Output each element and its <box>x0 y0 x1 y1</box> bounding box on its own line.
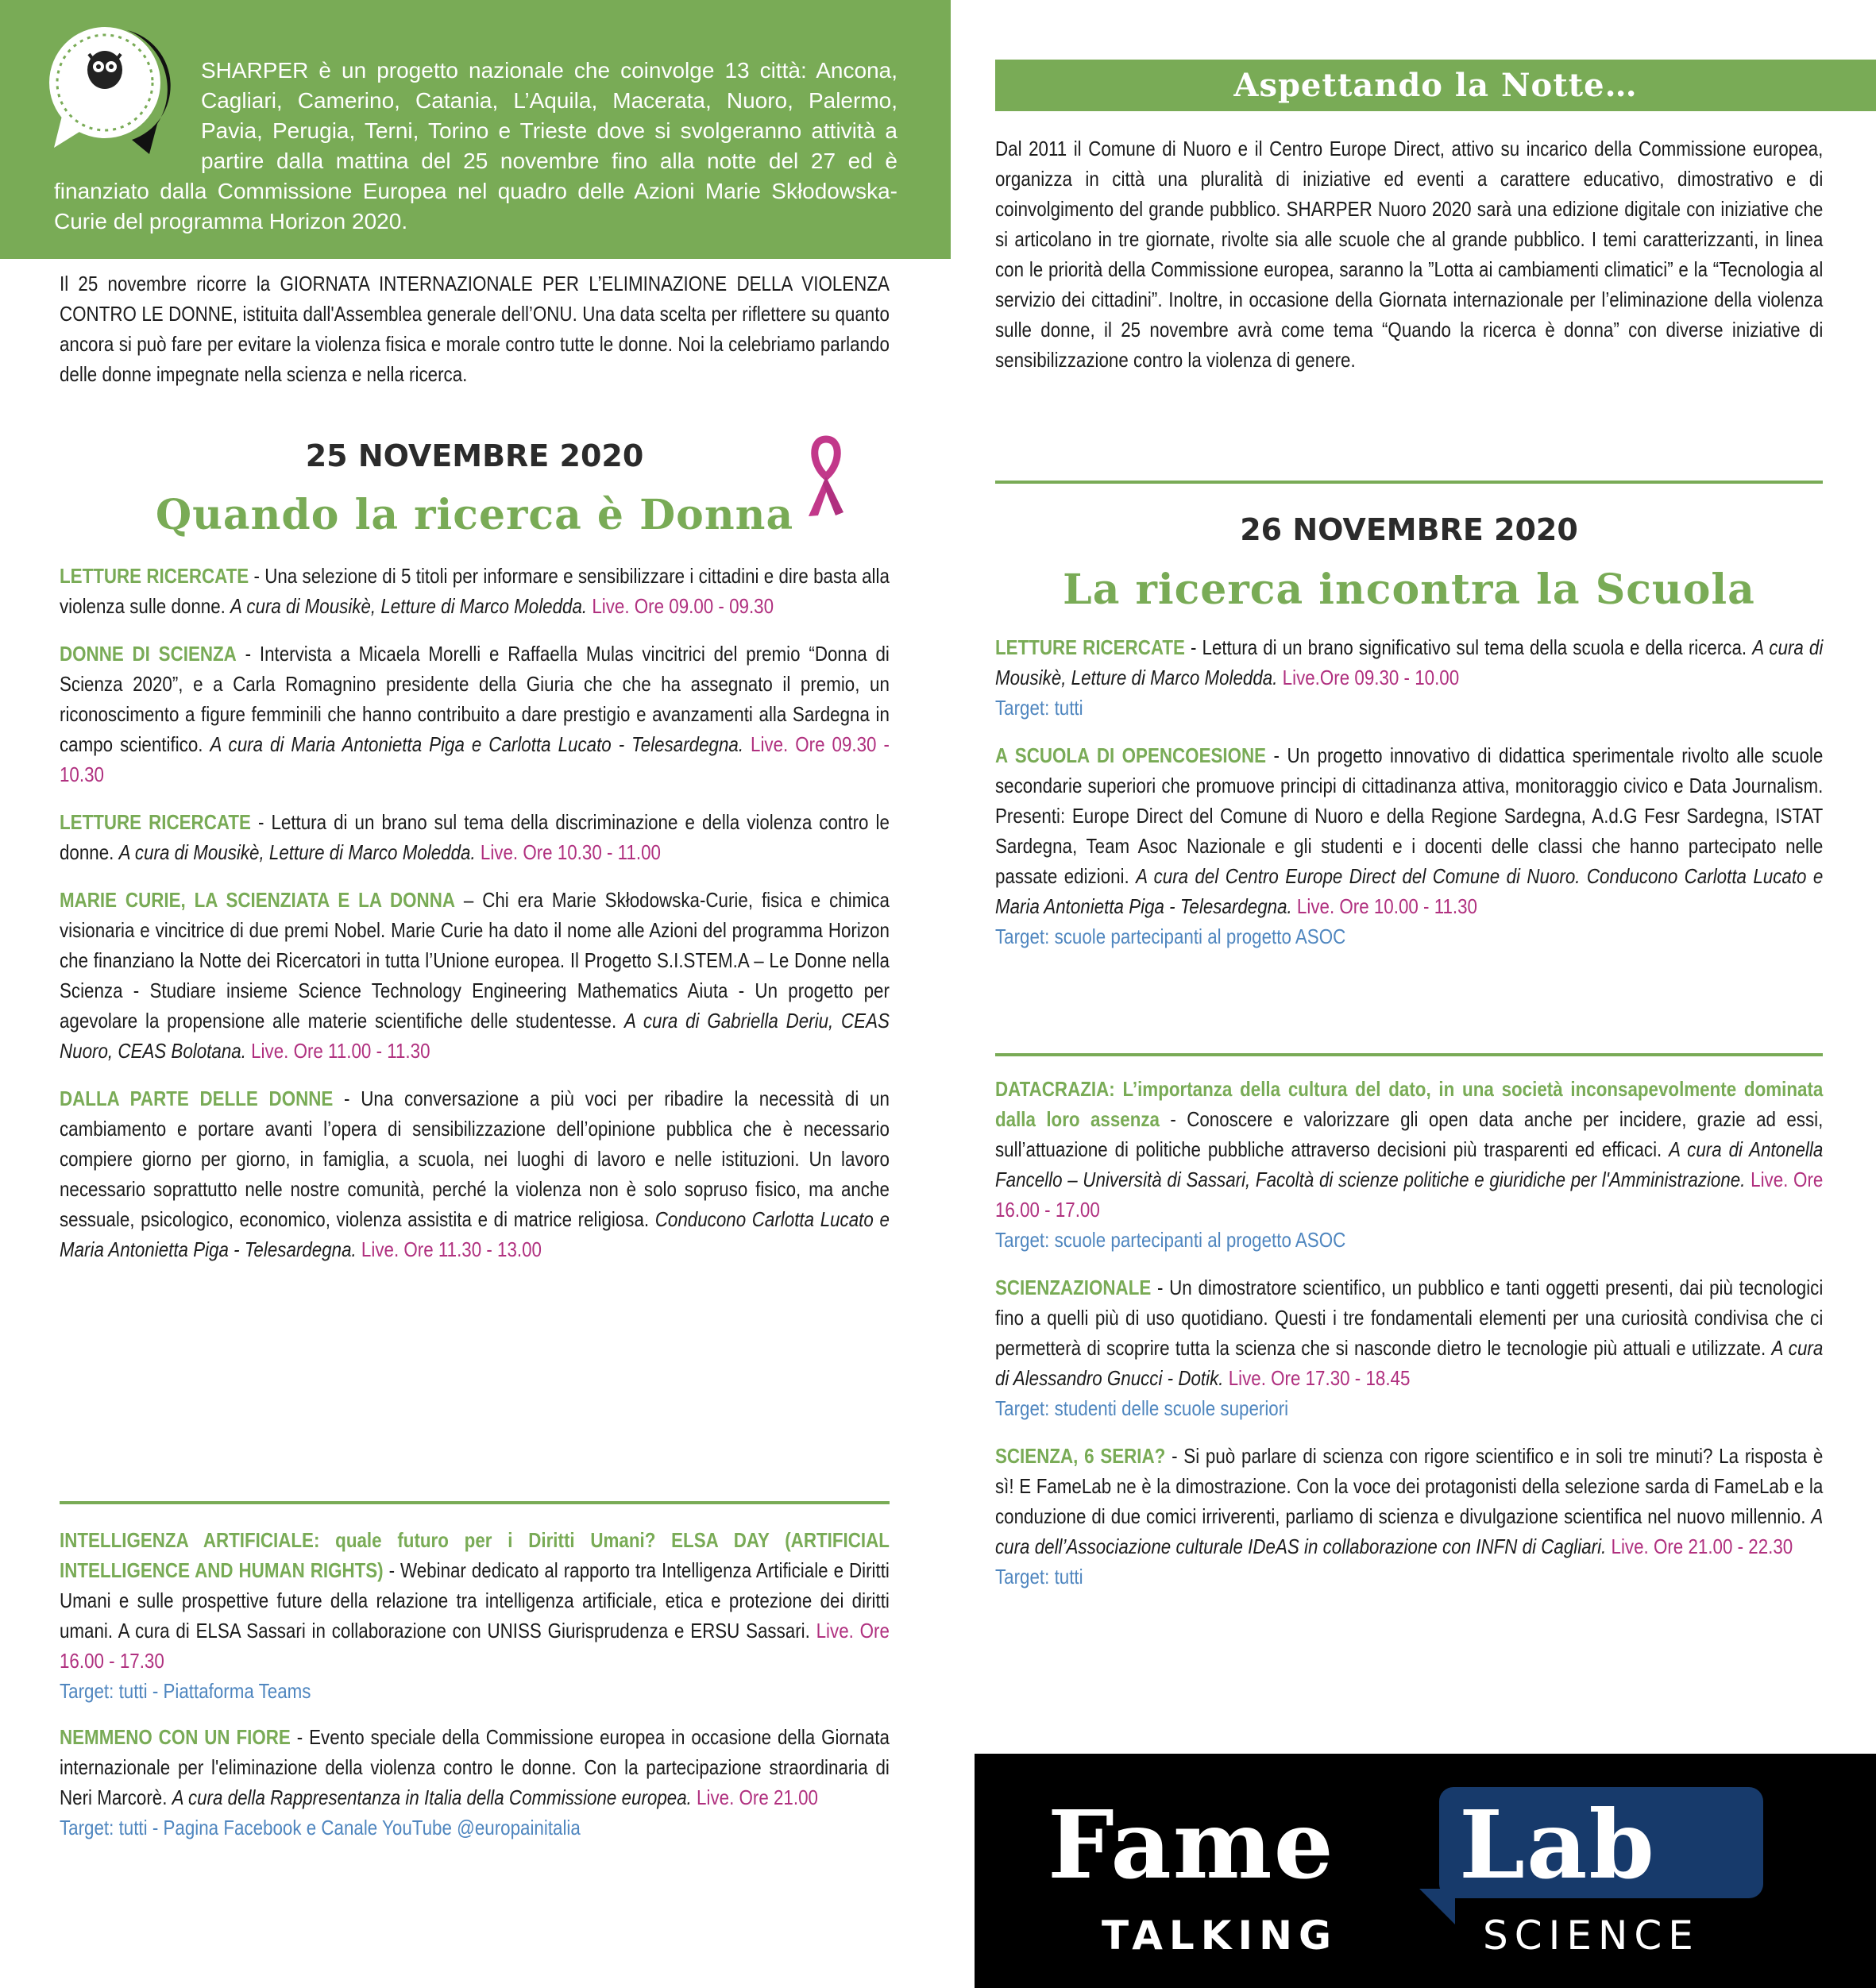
item-credit: A cura di Mousikè, Letture di Marco Moledda. <box>230 594 588 618</box>
list-item <box>995 1441 1823 1592</box>
item-keyword: LETTURE RICERCATE <box>60 810 251 834</box>
item-live-time: Live. Ore 09.00 - 09.30 <box>587 594 774 618</box>
item-keyword: DONNE DI SCIENZA <box>60 642 237 666</box>
famelab-speech-tail-icon <box>1419 1889 1455 1924</box>
item-live-time: Live.Ore 09.30 - 10.00 <box>1277 666 1460 689</box>
item-keyword: INTELLIGENZA ARTIFICIALE: quale futuro per i Diritti Umani? ELSA DAY (ARTIFICIAL INTELLIGENCE AND HUMAN RIGHTS) <box>60 1528 890 1582</box>
item-target: Target: scuole partecipanti al progetto ASOC <box>995 1228 1346 1252</box>
item-text: - Intervista a Micaela Morelli e Raffaella Mulas vincitrici del premio “Donna di Scienza 2020”, e a Carla Romagnino presidente della Giuria che che ha assegnato il premio, un riconoscimento a figure femminili che hanno contribuito a dare prestigio e avanzamenti alla Sardegna in campo scientifico. <box>60 642 890 756</box>
item-keyword: SCIENZAZIONALE <box>995 1276 1152 1299</box>
list-item <box>60 885 890 1066</box>
item-keyword: LETTURE RICERCATE <box>995 635 1185 659</box>
list-item <box>60 807 890 867</box>
item-target: Target: tutti <box>995 1565 1083 1588</box>
list-item <box>60 561 890 621</box>
list-item <box>60 1722 890 1843</box>
list-item <box>60 1083 890 1264</box>
logo-spacer <box>54 56 201 176</box>
item-live-time: Live. Ore 21.00 - 22.30 <box>1606 1534 1793 1558</box>
divider <box>995 481 1823 484</box>
item-target: Target: tutti - Pagina Facebook e Canale YouTube @europainitalia <box>60 1816 581 1839</box>
right-banner-title: Aspettando la Notte… <box>1233 67 1638 104</box>
item-text: - Webinar dedicato al rapporto tra Intelligenza Artificiale e Diritti Umani e sulle prospettive future della relazione tra intelligenza artificiale, etica e protezione dei diritti umani. A cura di ELSA Sassari in collaborazione con UNISS Giurisprudenza e ERSU Sassari. <box>60 1558 890 1643</box>
item-credit: A cura del Centro Europe Direct del Comune di Nuoro. Conducono Carlotta Lucato e Maria Antonietta Piga - Telesardegna. <box>995 864 1824 918</box>
item-credit: A cura di Maria Antonietta Piga e Carlotta Lucato - Telesardegna. <box>210 732 744 756</box>
item-target: Target: scuole partecipanti al progetto ASOC <box>995 925 1346 948</box>
famelab-science-text: SCIENCE <box>1483 1913 1700 1959</box>
divider <box>60 1501 890 1504</box>
item-text: - Un dimostratore scientifico, un pubblico e tanti oggetti presenti, dai più tecnologici fino a quelli più di uso quotidiano. Questi i tre fondamentali elementi per una curiosità condivisa che ci permetterà di scoprire tutta la scienza che si nasconde dietro le tecnologie più attuali e utilizzate. <box>995 1276 1824 1360</box>
item-credit: A cura di Antonella Fancello – Università di Sassari, Facoltà di scienze politiche e giuridiche per l'Amministrazione. <box>995 1137 1824 1191</box>
date-heading-26: 26 NOVEMBRE 2020 <box>1240 512 1578 547</box>
item-live-time: Live. Ore 16.00 - 17.00 <box>995 1168 1824 1222</box>
intro-banner-text <box>54 56 897 237</box>
item-live-time: Live. Ore 11.00 - 11.30 <box>245 1039 430 1063</box>
right-intro-section <box>995 133 1823 375</box>
list-item <box>995 1272 1823 1423</box>
item-credit: A cura della Rappresentanza in Italia della Commissione europea. <box>172 1785 692 1809</box>
famelab-logo <box>975 1754 1876 1988</box>
pink-ribbon-icon <box>802 433 850 524</box>
right-banner <box>995 60 1876 111</box>
item-keyword: DATACRAZIA: L’importanza della cultura del dato, in una società inconsapevolmente dominata dalla loro assenza <box>995 1077 1824 1131</box>
left-items-group-1 <box>60 561 890 1264</box>
item-text: - Una conversazione a più voci per ribadire la necessità di un cambiamento e portare avanti l’opera di sensibilizzazione dell’opinione pubblica che è necessario compiere giorno per giorno, in famiglia, a scuola, nei luoghi di lavoro e nelle istituzioni. Un lavoro necessario soprattutto nelle nostre comunità, perché la violenza non è solo sopruso fisico, ma anche sessuale, psicologico, economico, violenza assistita e di matrice religiosa. <box>60 1087 890 1231</box>
item-text: – Chi era Marie Skłodowska-Curie, fisica e chimica visionaria e vincitrice di due premi Nobel. Marie Curie ha dato il nome alle Azioni del programma Horizon che finanziano la Notte dei Ricercatori in tutta l’Unione europea. Il Progetto S.I.STEM.A – Le Donne nella Scienza - Studiare insieme Science Technology Engineering Mathematics Aiuta - Un progetto per agevolare la propensione alle materie scientifiche delle studentesse. <box>60 888 890 1033</box>
item-credit: A cura di Mousikè, Letture di Marco Moledda. <box>995 635 1824 689</box>
title-26: La ricerca incontra la Scuola <box>1063 566 1755 614</box>
intro-banner-paragraph: SHARPER è un progetto nazionale che coinvolge 13 città: Ancona, Cagliari, Camerino, Catania, L’Aquila, Macerata, Nuoro, Palermo, Pavia, Perugia, Terni, Torino e Trieste dove si svolgeranno attività a partire dalla mattina del 25 novembre fino alla notte del 27 ed è finanziato dalla Commissione Europea nel quadro delle Azioni Marie Skłodowska-Curie del programma Horizon 2020. <box>54 58 897 234</box>
item-live-time: Live. Ore 16.00 - 17.30 <box>60 1619 890 1673</box>
item-text: - Una selezione di 5 titoli per informare e sensibilizzare i cittadini e dire basta alla violenza sulle donne. <box>60 564 890 618</box>
item-live-time: Live. Ore 09.30 - 10.30 <box>60 732 890 786</box>
item-text: - Lettura di un brano sul tema della discriminazione e della violenza contro le donne. <box>60 810 890 864</box>
item-text: - Un progetto innovativo di didattica sperimentale rivolto alle scuole secondarie superiori che promuove principi di cittadinanza attiva, monitoraggio civico e Data Journalism. Presenti: Europe Direct del Comune di Nuoro e della Regione Sardegna, A.d.G Fesr Sardegna, ISTAT Sardegna, Team Asoc Nazionale e gli studenti e i docenti delle classi che hanno partecipato nelle passate edizioni. <box>995 743 1824 888</box>
item-credit: A cura di Gabriella Deriu, CEAS Nuoro, CEAS Bolotana. <box>60 1009 890 1063</box>
item-credit: A cura dell’Associazione culturale IDeAS in collaborazione con INFN di Cagliari. <box>995 1504 1824 1558</box>
title-25: Quando la ricerca è Donna <box>155 491 794 539</box>
item-keyword: A SCUOLA DI OPENCOESIONE <box>995 743 1267 767</box>
item-credit: A cura di Mousikè, Letture di Marco Moledda. <box>118 840 476 864</box>
left-intro-section <box>60 268 890 389</box>
list-item <box>995 1074 1823 1255</box>
item-text: - Evento speciale della Commissione europea in occasione della Giornata internazionale per l'eliminazione della violenza contro le donne. Con la partecipazione straordinaria di Neri Marcorè. <box>60 1725 890 1809</box>
item-keyword: DALLA PARTE DELLE DONNE <box>60 1087 334 1110</box>
item-text: - Lettura di un brano significativo sul tema della scuola e della ricerca. <box>1184 635 1753 659</box>
item-live-time: Live. Ore 10.00 - 11.30 <box>1291 894 1477 918</box>
famelab-lab-text: Lab <box>1459 1789 1656 1900</box>
date-heading-25: 25 NOVEMBRE 2020 <box>305 438 644 473</box>
item-target: Target: tutti <box>995 696 1083 720</box>
right-items-group-2 <box>995 1074 1823 1592</box>
item-text: - Si può parlare di scienza con rigore scientifico e in soli tre minuti? La risposta è sì! E FameLab ne è la dimostrazione. Con la voce dei protagonisti della selezione sarda di FameLab e la conduzione di due comici irriverenti, parliamo di scienza e divulgazione scientifica nel nuovo millennio. <box>995 1444 1824 1528</box>
list-item <box>995 632 1823 723</box>
item-live-time: Live. Ore 10.30 - 11.00 <box>475 840 661 864</box>
item-target: Target: studenti delle scuole superiori <box>995 1396 1289 1420</box>
item-live-time: Live. Ore 11.30 - 13.00 <box>356 1237 542 1261</box>
divider <box>995 1053 1823 1056</box>
item-credit: A cura di Alessandro Gnucci - Dotik. <box>995 1336 1824 1390</box>
item-live-time: Live. Ore 21.00 <box>691 1785 818 1809</box>
item-keyword: LETTURE RICERCATE <box>60 564 249 588</box>
item-keyword: SCIENZA, 6 SERIA? <box>995 1444 1166 1468</box>
item-text: - Conoscere e valorizzare gli open data anche per incidere, grazie ad essi, sull’attuazione di politiche pubbliche attraverso decisioni più trasparenti ed efficaci. <box>995 1107 1824 1161</box>
right-items-group-1 <box>995 632 1823 952</box>
list-item <box>995 740 1823 952</box>
right-intro-paragraph: Dal 2011 il Comune di Nuoro e il Centro Europe Direct, attivo su incarico della Commissione europea, organizza in città una pluralità di iniziative ed eventi a carattere educativo, dimostrativo e di coinvolgimento del grande pubblico. SHARPER Nuoro 2020 sarà una edizione digitale con iniziative che si articolano in tre giornate, rivolte sia alle scuole che al grande pubblico. I temi caratterizzanti, in linea con le priorità della Commissione europea, saranno la ”Lotta ai cambiamenti climatici” e la “Tecnologia al servizio dei cittadini”. Inoltre, in occasione della Giornata internazionale per l’eliminazione della violenza sulle donne, il 25 novembre avrà come tema “Quando la ricerca è donna” con diverse iniziative di sensibilizzazione contro la violenza di genere. <box>995 137 1824 372</box>
list-item <box>60 1525 890 1706</box>
left-items-group-2 <box>60 1525 890 1843</box>
left-intro-paragraph: Il 25 novembre ricorre la GIORNATA INTERNAZIONALE PER L’ELIMINAZIONE DELLA VIOLENZA CONTRO LE DONNE, istituita dall'Assemblea generale dell’ONU. Una data scelta per riflettere su quanto ancora si può fare per evitare la violenza fisica e morale contro tutte le donne. Noi la celebriamo parlando delle donne impegnate nella scienza e nella ricerca. <box>60 272 890 386</box>
item-keyword: NEMMENO CON UN FIORE <box>60 1725 291 1749</box>
list-item <box>60 639 890 789</box>
famelab-fame-text: Fame <box>1048 1789 1335 1900</box>
item-target: Target: tutti - Piattaforma Teams <box>60 1679 311 1703</box>
item-credit: Conducono Carlotta Lucato e Maria Antonietta Piga - Telesardegna. <box>60 1207 890 1261</box>
famelab-talking-text: TALKING <box>1102 1913 1338 1959</box>
item-keyword: MARIE CURIE, LA SCIENZIATA E LA DONNA <box>60 888 456 912</box>
item-live-time: Live. Ore 17.30 - 18.45 <box>1223 1366 1411 1390</box>
